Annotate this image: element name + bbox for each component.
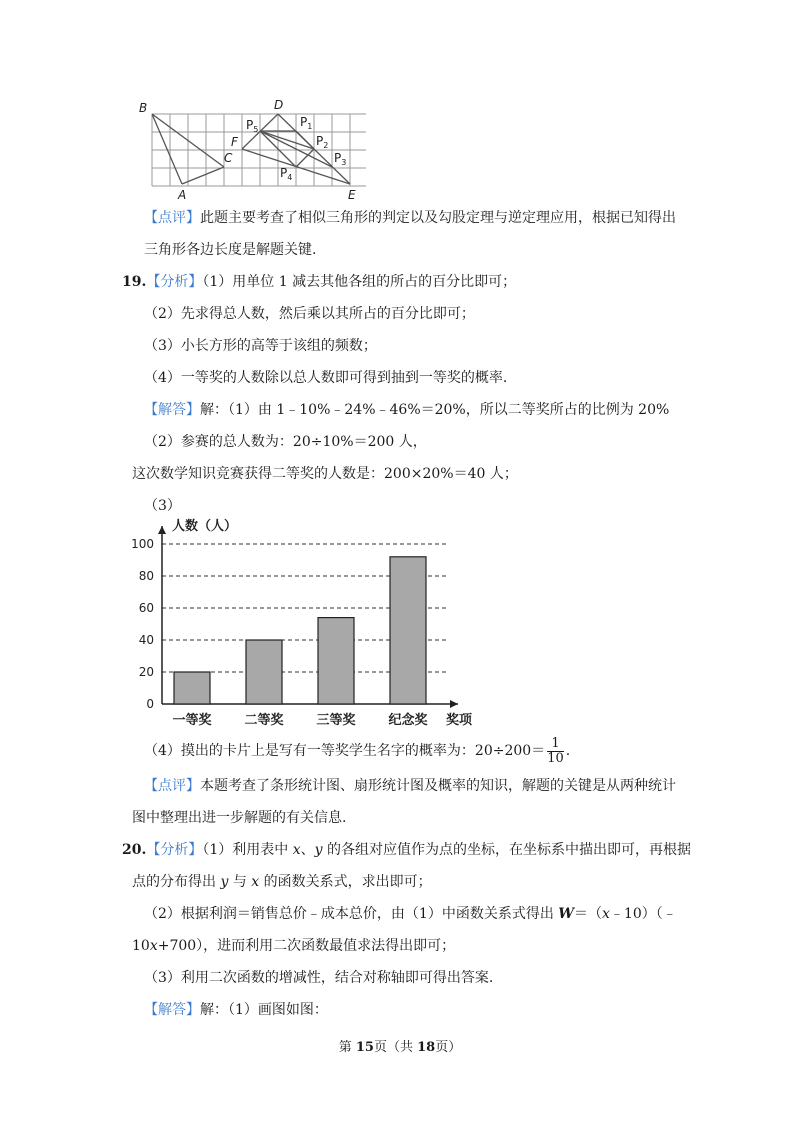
question-number: 20.	[122, 842, 147, 858]
y-tick-label: 80	[138, 569, 154, 583]
q19-solution-4: （3）	[144, 498, 181, 514]
x-axis-arrow	[450, 700, 458, 708]
label-E: E	[348, 188, 356, 202]
x-tick-label: 纪念奖	[388, 713, 428, 728]
label-C: C	[224, 151, 233, 165]
y-tick-label: 100	[131, 537, 154, 551]
y-tick-label: 60	[138, 601, 154, 615]
q19-solution-5: （4）摸出的卡片上是写有一等奖学生名字的概率为：20÷200＝ $\frac{1}{10}$ .	[144, 735, 571, 766]
answer-tag: 【解答】	[144, 402, 200, 418]
x-axis-title: 奖项	[446, 713, 473, 728]
q19-analysis-4: （4）一等奖的人数除以总人数即可得到抽到一等奖的概率.	[144, 370, 508, 386]
y-axis-arrow	[158, 526, 166, 534]
bar-chart	[118, 512, 498, 728]
q19-analysis-2: （2）先求得总人数，然后乘以其所占的百分比即可；	[144, 306, 475, 322]
label-B: B	[139, 101, 148, 115]
page-number: 15	[355, 1040, 374, 1055]
bar	[246, 640, 282, 704]
q19-comment-2: 图中整理出进一步解题的有关信息.	[132, 810, 347, 826]
analysis-tag: 【分析】	[146, 274, 203, 290]
q20-analysis-5: （3）利用二次函数的增减性，结合对称轴即可得出答案.	[144, 970, 494, 986]
label-D: D	[274, 98, 284, 112]
label-P1: $P_1$	[300, 115, 313, 131]
q19-solution-3: 这次数学知识竞赛获得二等奖的人数是：200×20%＝40 人；	[132, 466, 518, 482]
fraction: $\frac{1}{10}$	[547, 735, 564, 766]
analysis-tag: 【分析】	[146, 842, 203, 858]
x-tick-label: 三等奖	[316, 713, 356, 728]
label-P3: $P_3$	[334, 151, 347, 167]
bar	[318, 618, 354, 704]
label-P2: $P_2$	[316, 134, 329, 150]
q20-solution-1: 【解答】解：（1）画图如图：	[144, 1002, 328, 1018]
comment-tag: 【点评】	[144, 210, 200, 226]
question-number: 19.	[122, 274, 147, 290]
q19-analysis: 19.【分析】（1）用单位 1 减去其他各组的所占的百分比即可；	[122, 274, 517, 290]
q18-comment-line1: 【点评】此题主要考查了相似三角形的判定以及勾股定理与逆定理应用，根据已知得出	[144, 210, 676, 226]
answer-tag: 【解答】	[144, 1002, 200, 1018]
y-tick-label: 40	[138, 633, 154, 647]
label-P4: $P_4$	[280, 166, 293, 182]
page-total: 18	[417, 1040, 436, 1055]
q20-analysis-1: 20.【分析】（1）利用表中 x、y 的各组对应值作为点的坐标，在坐标系中描出即可，再根据	[122, 842, 691, 858]
y-tick-label: 20	[138, 665, 154, 679]
page-footer: 第 15页（共 18页）	[338, 1040, 462, 1055]
q19-analysis-3: （3）小长方形的高等于该组的频数；	[144, 338, 377, 354]
q18-comment-line2: 三角形各边长度是解题关键.	[144, 242, 317, 258]
y-tick-label: 0	[146, 697, 154, 711]
q19-solution-1: 【解答】解：（1）由 1﹣10%﹣24%﹣46%＝20%，所以二等奖所占的比例为 20%	[144, 402, 670, 418]
y-axis-title: 人数（人）	[172, 519, 238, 534]
q19-solution-2: （2）参赛的总人数为：20÷10%＝200 人，	[144, 434, 427, 450]
bar	[174, 672, 210, 704]
x-tick-label: 二等奖	[244, 713, 284, 728]
bar	[390, 557, 426, 704]
q20-analysis-4: 10x+700），进而利用二次函数最值求法得出即可；	[132, 938, 456, 954]
q20-analysis-2: 点的分布得出 y 与 x 的函数关系式，求出即可；	[132, 874, 432, 890]
q19-comment-1: 【点评】本题考查了条形统计图、扇形统计图及概率的知识，解题的关键是从两种统计	[144, 778, 676, 794]
q20-analysis-3: （2）根据利润＝销售总价﹣成本总价，由（1）中函数关系式得出 W＝（x﹣10）（﹣	[144, 906, 677, 922]
label-F: F	[231, 135, 238, 149]
comment-tag: 【点评】	[144, 778, 200, 794]
x-tick-label: 一等奖	[172, 713, 212, 728]
label-P5: $P_5$	[246, 118, 259, 134]
geometry-figure	[136, 96, 366, 204]
label-A: A	[178, 188, 187, 202]
